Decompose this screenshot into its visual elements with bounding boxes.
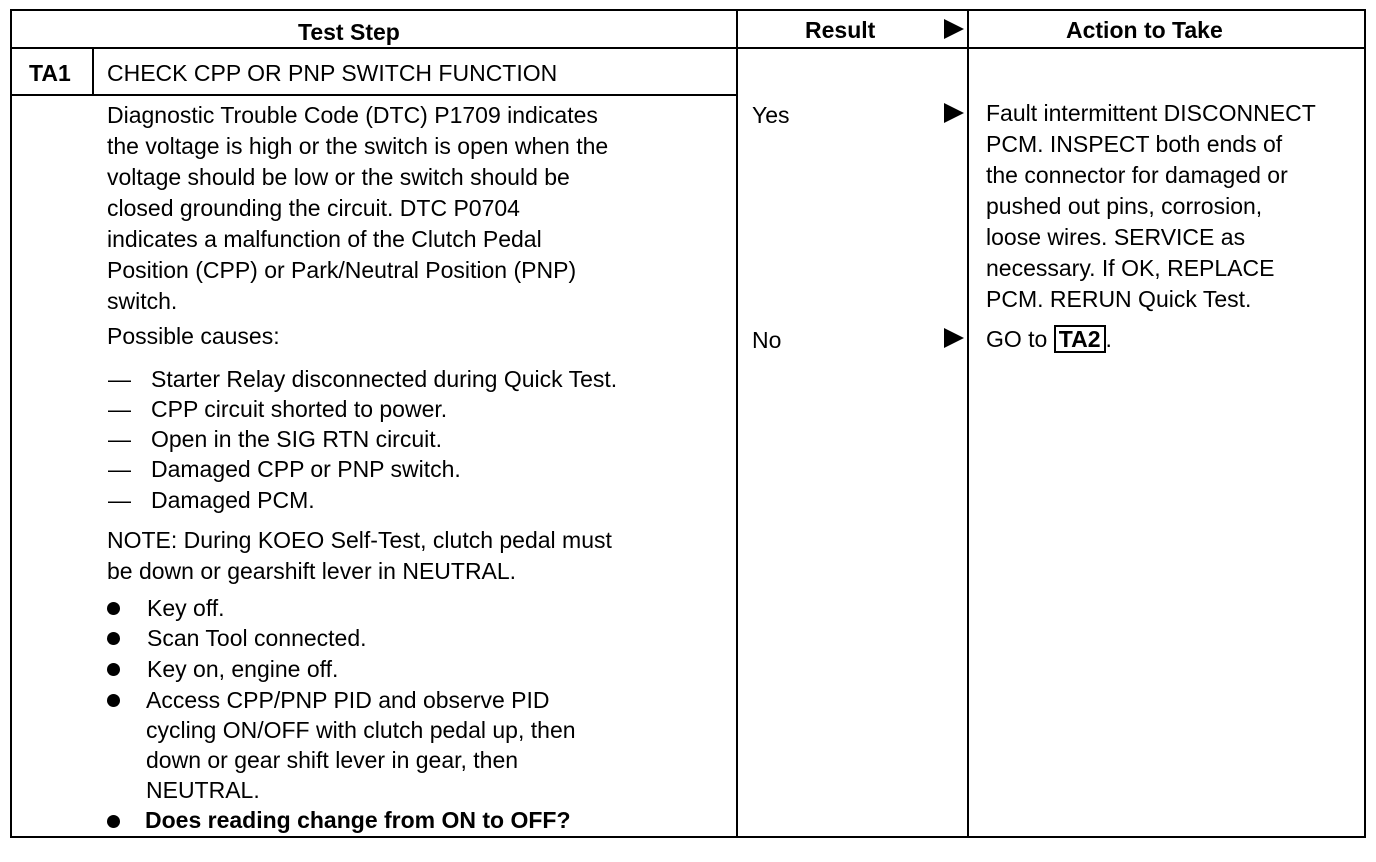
- header-test-step: Test Step: [298, 19, 400, 45]
- bullet-icon: [107, 663, 120, 676]
- header-result: Result: [805, 17, 876, 43]
- action-no: [986, 324, 1112, 355]
- step-description: Diagnostic Trouble Code (DTC) P1709 indicates the voltage is high or the switch is open when the voltage should be low or the switch should be closed grounding the circuit. DTC P0704 indicates a malfunction of the Clutch Pedal Position (CPP) or Park/Neutral Position (PNP) switch.: [107, 102, 609, 314]
- bullet-icon: [107, 694, 120, 707]
- action-no-prefix: GO to: [986, 326, 1048, 352]
- procedure-item: Access CPP/PNP PID and observe PID cycling ON/OFF with clutch pedal up, then down or gear shift lever in gear, then NEUTRAL.: [146, 687, 576, 803]
- cause-dash-icon: —: [108, 487, 131, 513]
- table-top-border: [10, 9, 1366, 11]
- result-yes: Yes: [752, 102, 790, 128]
- cause-dash-icon: —: [108, 456, 131, 482]
- action-yes: Fault intermittent DISCONNECT PCM. INSPECT both ends of the connector for damaged or pushed out pins, corrosion, loose wires. SERVICE as necessary. If OK, REPLACE PCM. RERUN Quick Test.: [986, 100, 1316, 312]
- result-no-arrow-icon: [944, 328, 964, 348]
- action-column-divider: [967, 9, 969, 838]
- table-left-border: [10, 9, 12, 838]
- header-action: Action to Take: [1066, 17, 1223, 43]
- table-right-border: [1364, 9, 1366, 838]
- step-note: NOTE: During KOEO Self-Test, clutch pedal must be down or gearshift lever in NEUTRAL.: [107, 527, 612, 584]
- procedure-question: Does reading change from ON to OFF?: [145, 807, 571, 833]
- step-id: TA1: [29, 60, 71, 86]
- bullet-icon: [107, 632, 120, 645]
- procedure-item: Key on, engine off.: [147, 656, 339, 682]
- step-title: CHECK CPP OR PNP SWITCH FUNCTION: [107, 60, 558, 86]
- header-bottom-border: [10, 47, 1366, 49]
- action-no-suffix: .: [1105, 326, 1112, 352]
- procedure-item: Scan Tool connected.: [147, 625, 367, 651]
- step-reference-ta2[interactable]: TA2: [1054, 325, 1106, 353]
- procedure-item: Key off.: [147, 595, 225, 621]
- cause-item: Damaged CPP or PNP switch.: [151, 456, 461, 482]
- cause-item: Damaged PCM.: [151, 487, 315, 513]
- cause-item: Starter Relay disconnected during Quick Test.: [151, 366, 618, 392]
- bullet-icon: [107, 815, 120, 828]
- cause-item: CPP circuit shorted to power.: [151, 396, 448, 422]
- result-yes-arrow-icon: [944, 103, 964, 123]
- result-no: No: [752, 327, 782, 353]
- step-id-divider: [92, 47, 94, 95]
- header-arrow-icon: [944, 19, 964, 39]
- cause-dash-icon: —: [108, 426, 131, 452]
- cause-dash-icon: —: [108, 396, 131, 422]
- result-column-divider: [736, 9, 738, 838]
- cause-dash-icon: —: [108, 366, 131, 392]
- table-bottom-border: [10, 836, 1366, 838]
- causes-heading: Possible causes:: [107, 323, 280, 349]
- cause-item: Open in the SIG RTN circuit.: [151, 426, 443, 452]
- bullet-icon: [107, 602, 120, 615]
- step-title-bottom-border: [10, 94, 738, 96]
